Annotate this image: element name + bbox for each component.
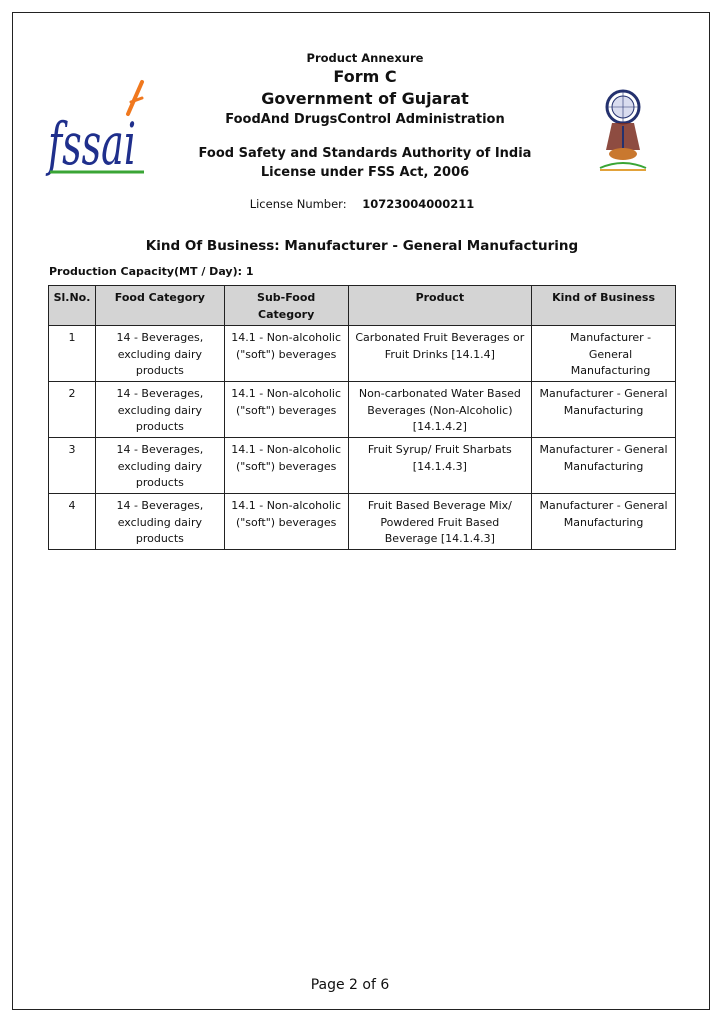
header-sub-food-category: Sub-Food Category — [224, 286, 348, 326]
license-row — [0, 197, 724, 211]
cell-product: Fruit Syrup/ Fruit Sharbats [14.1.4.3] — [348, 438, 532, 494]
cell-food-category: 14 - Beverages, excluding dairy products — [95, 438, 224, 494]
production-capacity: Production Capacity(MT / Day): 1 — [49, 265, 254, 278]
cell-sl-no: 2 — [49, 382, 96, 438]
cell-kind-of-business: Manufacturer - General Manufacturing — [532, 326, 676, 382]
cell-product: Fruit Based Beverage Mix/ Powdered Fruit Based Beverage [14.1.4.3] — [348, 494, 532, 550]
cell-food-category: 14 - Beverages, excluding dairy products — [95, 326, 224, 382]
cell-kind-of-business: Manufacturer - General Manufacturing — [532, 438, 676, 494]
cell-food-category: 14 - Beverages, excluding dairy products — [95, 382, 224, 438]
cell-sub-food-category: 14.1 - Non-alcoholic ("soft") beverages — [224, 438, 348, 494]
header-kind-of-business: Kind of Business — [532, 286, 676, 326]
product-table — [48, 285, 676, 550]
header-sl-no: Sl.No. — [49, 286, 96, 326]
table-row — [49, 326, 676, 382]
page-number: Page 2 of 6 — [310, 977, 390, 993]
department-title: FoodAnd DrugsControl Administration — [225, 112, 505, 127]
cell-sub-food-category: 14.1 - Non-alcoholic ("soft") beverages — [224, 382, 348, 438]
annexure-title: Product Annexure — [306, 51, 424, 65]
cell-kind-of-business: Manufacturer - General Manufacturing — [532, 382, 676, 438]
svg-text:fssai: fssai — [45, 110, 137, 178]
government-title: Government of Gujarat — [261, 89, 469, 108]
cell-food-category: 14 - Beverages, excluding dairy products — [95, 494, 224, 550]
cell-product: Carbonated Fruit Beverages or Fruit Drinks [14.1.4] — [348, 326, 532, 382]
authority-title: Food Safety and Standards Authority of India — [198, 146, 532, 161]
cell-sl-no: 3 — [49, 438, 96, 494]
cell-sl-no: 1 — [49, 326, 96, 382]
act-title: License under FSS Act, 2006 — [260, 165, 470, 180]
license-number: 10723004000211 — [362, 197, 475, 211]
cell-sub-food-category: 14.1 - Non-alcoholic ("soft") beverages — [224, 326, 348, 382]
header-food-category: Food Category — [95, 286, 224, 326]
header-product: Product — [348, 286, 532, 326]
cell-product: Non-carbonated Water Based Beverages (Non-Alcoholic) [14.1.4.2] — [348, 382, 532, 438]
table-row — [49, 494, 676, 550]
license-label: License Number: — [249, 197, 347, 211]
cell-sub-food-category: 14.1 - Non-alcoholic ("soft") beverages — [224, 494, 348, 550]
table-header-row — [49, 286, 676, 326]
cell-sl-no: 4 — [49, 494, 96, 550]
cell-kind-of-business: Manufacturer - General Manufacturing — [532, 494, 676, 550]
document-header — [0, 50, 724, 182]
business-title: Kind Of Business: Manufacturer - General Manufacturing — [145, 238, 579, 254]
form-title: Form C — [333, 67, 397, 86]
table-row — [49, 438, 676, 494]
table-row — [49, 382, 676, 438]
